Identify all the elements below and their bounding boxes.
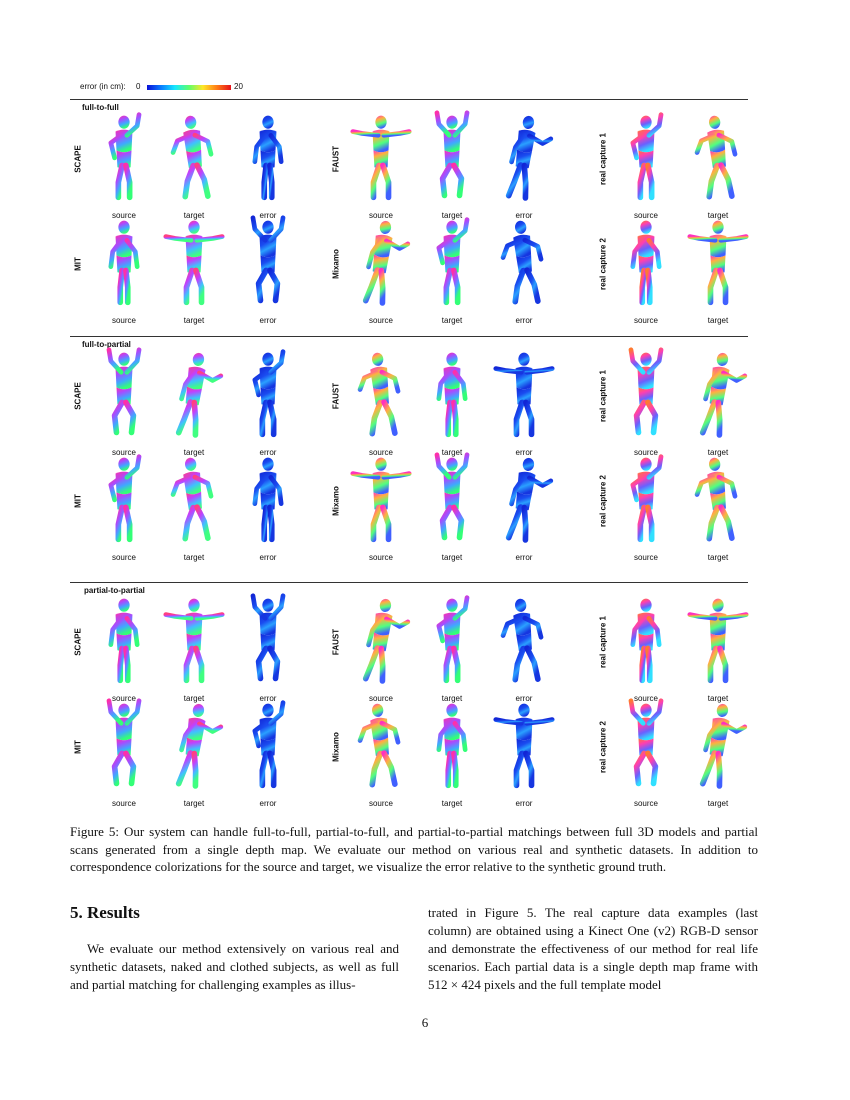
column-label: source — [633, 316, 658, 325]
column-label: source — [368, 211, 393, 220]
column-label: error — [259, 316, 277, 325]
column-label: source — [111, 211, 136, 220]
dataset-label: Mixamo — [331, 486, 341, 516]
left-paragraph: We evaluate our method extensively on various real and synthetic datasets, naked and clothed subjects, as well as full and partial matching for challenging examples as illus- — [70, 941, 399, 992]
column-label: target — [707, 553, 729, 562]
error-mesh — [236, 451, 300, 545]
correspondence-mesh — [686, 451, 750, 545]
correspondence-mesh — [162, 109, 226, 203]
correspondence-mesh — [349, 697, 413, 791]
column-label: error — [515, 799, 533, 808]
dataset-label: real capture 1 — [598, 615, 608, 669]
column-label: target — [183, 211, 205, 220]
column-label: target — [441, 448, 463, 457]
legend-label: error (in cm): — [80, 82, 126, 91]
column-label: source — [111, 553, 136, 562]
column-label: target — [441, 211, 463, 220]
error-mesh — [492, 697, 556, 791]
legend-min: 0 — [136, 82, 141, 91]
correspondence-mesh — [92, 451, 156, 545]
column-label: source — [368, 316, 393, 325]
column-label: error — [259, 694, 277, 703]
correspondence-mesh — [92, 346, 156, 440]
section-heading: full-to-partial — [82, 340, 131, 349]
column-label: error — [515, 211, 533, 220]
dataset-label: FAUST — [331, 145, 341, 173]
column-label: source — [633, 799, 658, 808]
dataset-label: SCAPE — [73, 628, 83, 656]
column-label: error — [259, 799, 277, 808]
column-label: source — [368, 553, 393, 562]
correspondence-mesh — [420, 697, 484, 791]
correspondence-mesh — [349, 109, 413, 203]
column-label: error — [515, 694, 533, 703]
legend-max: 20 — [234, 82, 243, 91]
correspondence-mesh — [614, 109, 678, 203]
error-mesh — [236, 214, 300, 308]
correspondence-mesh — [420, 451, 484, 545]
correspondence-mesh — [162, 592, 226, 686]
column-label: error — [259, 448, 277, 457]
error-mesh — [492, 346, 556, 440]
section-title: 5. Results — [70, 903, 140, 922]
correspondence-mesh — [614, 451, 678, 545]
correspondence-mesh — [92, 214, 156, 308]
column-label: error — [515, 553, 533, 562]
correspondence-mesh — [349, 451, 413, 545]
correspondence-mesh — [92, 697, 156, 791]
correspondence-mesh — [349, 592, 413, 686]
error-mesh — [492, 451, 556, 545]
section-rule — [70, 336, 748, 337]
column-label: source — [633, 553, 658, 562]
correspondence-mesh — [420, 109, 484, 203]
right-paragraph: trated in Figure 5. The real capture data examples (last column) are obtained using a Kinect One (v2) RGB-D sensor and demonstrate the effectiveness of our method for real life scenarios. Each partial data is a single depth map frame with 512 × 424 pixels and the full template model — [428, 905, 758, 992]
dataset-label: real capture 2 — [598, 237, 608, 291]
dataset-label: MIT — [73, 740, 83, 754]
section-rule — [70, 582, 748, 583]
column-label: source — [633, 211, 658, 220]
section-rule — [70, 99, 748, 100]
correspondence-mesh — [420, 214, 484, 308]
correspondence-mesh — [686, 592, 750, 686]
column-label: target — [183, 316, 205, 325]
column-label: target — [707, 211, 729, 220]
figure-caption: Figure 5: Our system can handle full-to-full, partial-to-full, and partial-to-partial matchings between full 3D models and partial scans generated from a single depth map. We evaluate our method on various real and synthetic datasets. In addition to correspondence colorizations for the source and target, we visualize the error relative to the synthetic ground truth. — [70, 824, 758, 874]
correspondence-mesh — [162, 697, 226, 791]
dataset-label: MIT — [73, 494, 83, 508]
column-label: target — [183, 799, 205, 808]
correspondence-mesh — [686, 214, 750, 308]
correspondence-mesh — [686, 346, 750, 440]
column-label: source — [111, 448, 136, 457]
dataset-label: Mixamo — [331, 249, 341, 279]
column-label: target — [707, 316, 729, 325]
column-label: error — [259, 211, 277, 220]
error-mesh — [236, 109, 300, 203]
column-label: target — [183, 694, 205, 703]
correspondence-mesh — [162, 346, 226, 440]
page-number: 6 — [421, 1015, 429, 1030]
correspondence-mesh — [420, 592, 484, 686]
column-label: source — [111, 316, 136, 325]
column-label: target — [441, 694, 463, 703]
error-mesh — [492, 214, 556, 308]
column-label: error — [515, 448, 533, 457]
dataset-label: SCAPE — [73, 382, 83, 410]
column-label: target — [707, 448, 729, 457]
correspondence-mesh — [614, 346, 678, 440]
correspondence-mesh — [162, 214, 226, 308]
dataset-label: FAUST — [331, 628, 341, 656]
dataset-label: MIT — [73, 257, 83, 271]
dataset-label: real capture 1 — [598, 132, 608, 186]
correspondence-mesh — [420, 346, 484, 440]
column-label: source — [633, 694, 658, 703]
column-label: source — [111, 694, 136, 703]
correspondence-mesh — [92, 109, 156, 203]
column-label: target — [707, 799, 729, 808]
correspondence-mesh — [614, 592, 678, 686]
dataset-label: real capture 1 — [598, 369, 608, 423]
column-label: source — [368, 799, 393, 808]
section-heading: full-to-full — [82, 103, 119, 112]
correspondence-mesh — [92, 592, 156, 686]
dataset-label: SCAPE — [73, 145, 83, 173]
dataset-label: Mixamo — [331, 732, 341, 762]
correspondence-mesh — [614, 214, 678, 308]
correspondence-mesh — [686, 109, 750, 203]
section-heading: partial-to-partial — [84, 586, 145, 595]
error-mesh — [236, 592, 300, 686]
column-label: target — [183, 553, 205, 562]
column-label: target — [441, 316, 463, 325]
correspondence-mesh — [162, 451, 226, 545]
column-label: source — [368, 694, 393, 703]
correspondence-mesh — [686, 697, 750, 791]
correspondence-mesh — [349, 214, 413, 308]
column-label: source — [111, 799, 136, 808]
dataset-label: real capture 2 — [598, 474, 608, 528]
column-label: target — [441, 553, 463, 562]
error-mesh — [492, 109, 556, 203]
column-label: error — [515, 316, 533, 325]
dataset-label: real capture 2 — [598, 720, 608, 774]
column-label: target — [707, 694, 729, 703]
column-label: target — [183, 448, 205, 457]
column-label: error — [259, 553, 277, 562]
error-mesh — [236, 697, 300, 791]
correspondence-mesh — [349, 346, 413, 440]
column-label: source — [368, 448, 393, 457]
dataset-label: FAUST — [331, 382, 341, 410]
error-mesh — [492, 592, 556, 686]
error-mesh — [236, 346, 300, 440]
column-label: target — [441, 799, 463, 808]
error-colorbar — [147, 85, 231, 90]
column-label: source — [633, 448, 658, 457]
correspondence-mesh — [614, 697, 678, 791]
